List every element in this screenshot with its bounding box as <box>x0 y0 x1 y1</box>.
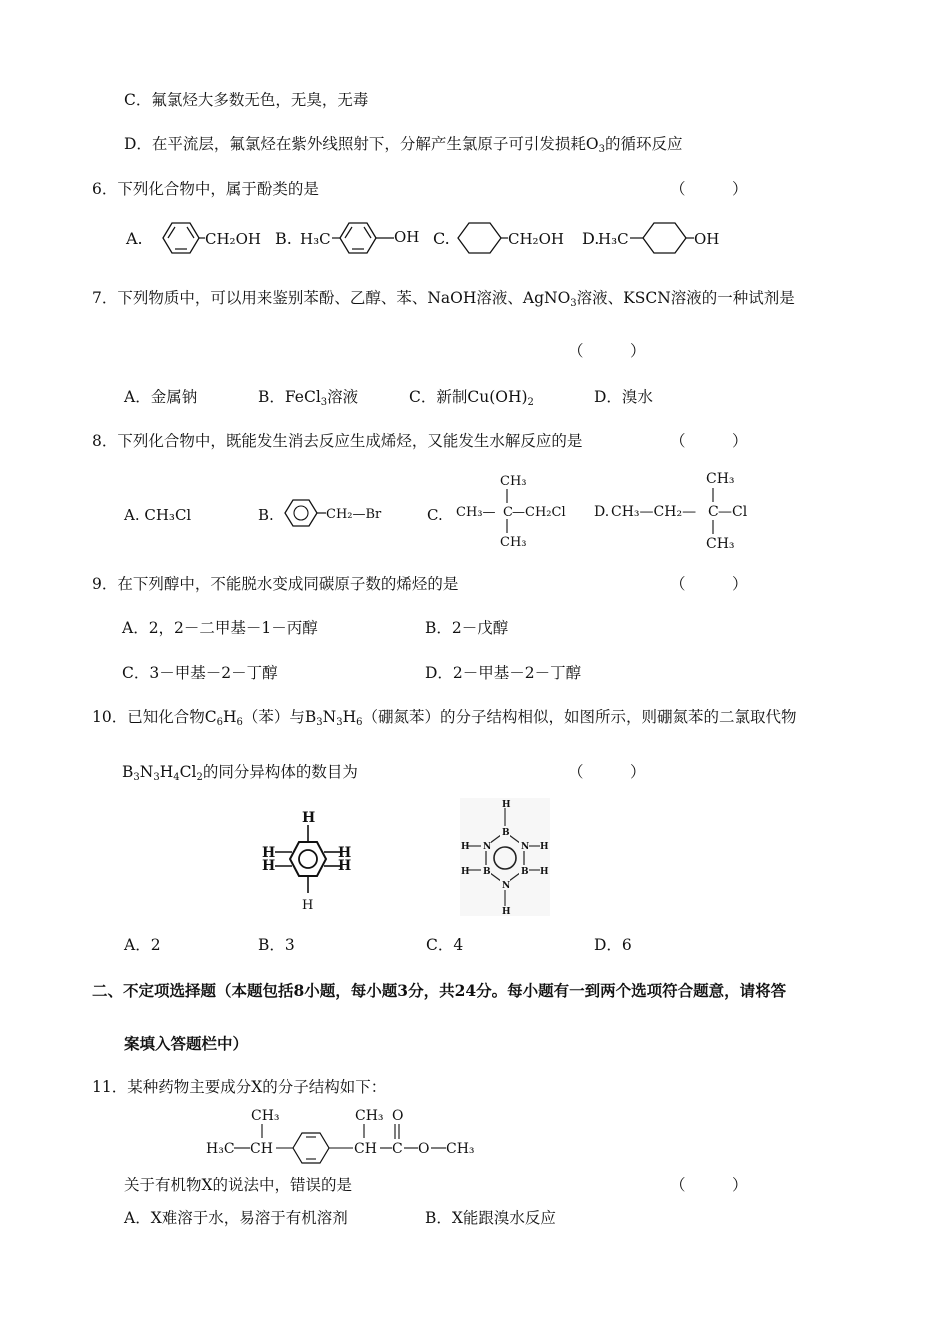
borazine-h-right-upper: H <box>540 842 549 852</box>
q7-option-a: A．金属钠 <box>124 388 198 406</box>
q7-option-b: B．FeCl$_3$溶液 <box>258 388 359 408</box>
q7-stem: 7．下列物质中，可以用来鉴别苯酚、乙醇、苯、NaOH溶液、AgNO$_3$溶液、KSCN溶液的一种试剂是 <box>92 289 795 309</box>
q6-d-group: OH <box>694 230 720 248</box>
q8-d-label: D. <box>594 504 610 520</box>
borazine-b-top: B <box>502 828 510 838</box>
q6-stem: 6．下列化合物中，属于酚类的是 <box>92 180 319 198</box>
q10-option-b: B．3 <box>258 936 295 954</box>
q6-d-left: H₃C <box>598 230 629 248</box>
q11-option-b: B．X能跟溴水反应 <box>425 1209 556 1227</box>
q11-ch3-top-left: CH₃ <box>251 1108 280 1124</box>
q11-o-top: O <box>392 1108 404 1124</box>
q11-c: C <box>392 1141 403 1157</box>
q7-answer-paren: （ ） <box>568 342 646 360</box>
q8-d-bottom: CH₃ <box>706 536 735 552</box>
q8-b-group: CH₂—Br <box>326 507 382 522</box>
q9-option-b: B．2－戊醇 <box>425 619 509 637</box>
q7-option-d: D．溴水 <box>594 388 653 406</box>
q9-option-a: A．2，2－二甲基－1－丙醇 <box>122 619 318 637</box>
q6-b-label: B. <box>275 229 292 248</box>
q6-a-group: CH₂OH <box>205 230 261 248</box>
q8-c-top: CH₃ <box>500 474 527 489</box>
borazine-h-right-lower: H <box>540 867 549 877</box>
q8-answer-paren: （ ） <box>670 432 748 450</box>
q10-stem: 10．已知化合物$C_6H_6$（苯）与$B_3N_3H_6$（硼氮苯）的分子结构相似，如图所示，则硼氮苯的二氯取代物 <box>92 708 797 728</box>
q11-option-a: A．X难溶于水，易溶于有机溶剂 <box>124 1209 348 1227</box>
benzene-h-bottom: H <box>302 898 314 913</box>
q10-option-d: D．6 <box>594 936 632 954</box>
q5-option-d: D．在平流层，氟氯烃在紫外线照射下，分解产生氯原子可引发损耗$O_3$的循环反应 <box>124 135 683 155</box>
q11-stem: 11．某种药物主要成分X的分子结构如下： <box>92 1078 387 1096</box>
borazine-b-left: B <box>483 867 491 877</box>
q11-ch3-top-right: CH₃ <box>355 1108 384 1124</box>
borazine-h-left-upper: H <box>461 842 470 852</box>
section2-heading: 二、不定项选择题（本题包括8小题，每小题3分，共24分。每小题有一到两个选项符合题意，请将答 <box>92 981 787 1000</box>
benzene-h-left-lower: H <box>262 858 276 874</box>
q10-stem-line2: $B_3N_3H_4Cl_2$的同分异构体的数目为 <box>122 763 358 783</box>
q8-d-top: CH₃ <box>706 471 735 487</box>
q8-c-right: —CH₂Cl <box>512 505 566 520</box>
q11-h3c: H₃C <box>206 1141 235 1157</box>
borazine-h-top: H <box>502 800 511 810</box>
q6-answer-paren: （ ） <box>670 180 748 198</box>
q11-o: O <box>418 1141 430 1157</box>
q6-d-label: D. <box>582 229 600 248</box>
q9-option-d: D．2－甲基－2－丁醇 <box>425 664 582 682</box>
q9-option-c: C．3－甲基－2－丁醇 <box>122 664 278 682</box>
q11-ch3-end: CH₃ <box>446 1141 475 1157</box>
q5-option-c: C．氟氯烃大多数无色，无臭，无毒 <box>124 91 369 109</box>
q8-d-center: C <box>708 504 719 520</box>
q8-c-bottom: CH₃ <box>500 535 527 550</box>
borazine-b-right: B <box>521 867 529 877</box>
q11-answer-paren: （ ） <box>670 1176 748 1194</box>
q6-c-label: C. <box>433 229 450 248</box>
benzene-h-right-lower: H <box>338 858 352 874</box>
q11-sub-stem: 关于有机物X的说法中，错误的是 <box>124 1176 353 1194</box>
borazine-n-bottom: N <box>502 881 511 891</box>
borazine-h-left-lower: H <box>461 867 470 877</box>
q10-option-c: C．4 <box>426 936 464 954</box>
q8-b-label: B. <box>258 506 274 524</box>
q8-c-left: CH₃— <box>456 505 496 520</box>
q7-option-c: C．新制$Cu(OH)_2$ <box>409 388 534 408</box>
q8-c-center: C <box>503 505 513 520</box>
q6-c-group: CH₂OH <box>508 230 564 248</box>
q8-c-label: C. <box>427 506 443 524</box>
section2-heading-line2: 案填入答题栏中） <box>124 1034 249 1053</box>
benzene-h-left-upper: H <box>262 845 276 861</box>
q6-b-group: OH <box>394 228 420 246</box>
q6-b-left: H₃C <box>300 230 331 248</box>
q8-d-chain: CH₃—CH₂— <box>611 504 697 520</box>
borazine-n-left: N <box>483 842 492 852</box>
q11-ch-right: CH <box>354 1141 377 1157</box>
borazine-h-bottom: H <box>502 907 511 917</box>
benzene-h-top: H <box>302 810 316 826</box>
q10-answer-paren: （ ） <box>568 763 646 781</box>
q11-ch-left: CH <box>250 1141 273 1157</box>
q6-a-label: A. <box>126 229 143 248</box>
benzene-h-right-upper: H <box>338 845 352 861</box>
q8-option-a: A. CH₃Cl <box>124 506 192 524</box>
q9-answer-paren: （ ） <box>670 575 748 593</box>
borazine-n-right: N <box>521 842 530 852</box>
q8-d-right: —Cl <box>718 504 748 520</box>
q10-option-a: A．2 <box>124 936 161 954</box>
q9-stem: 9．在下列醇中，不能脱水变成同碳原子数的烯烃的是 <box>92 575 459 593</box>
q8-stem: 8．下列化合物中，既能发生消去反应生成烯烃，又能发生水解反应的是 <box>92 432 583 450</box>
